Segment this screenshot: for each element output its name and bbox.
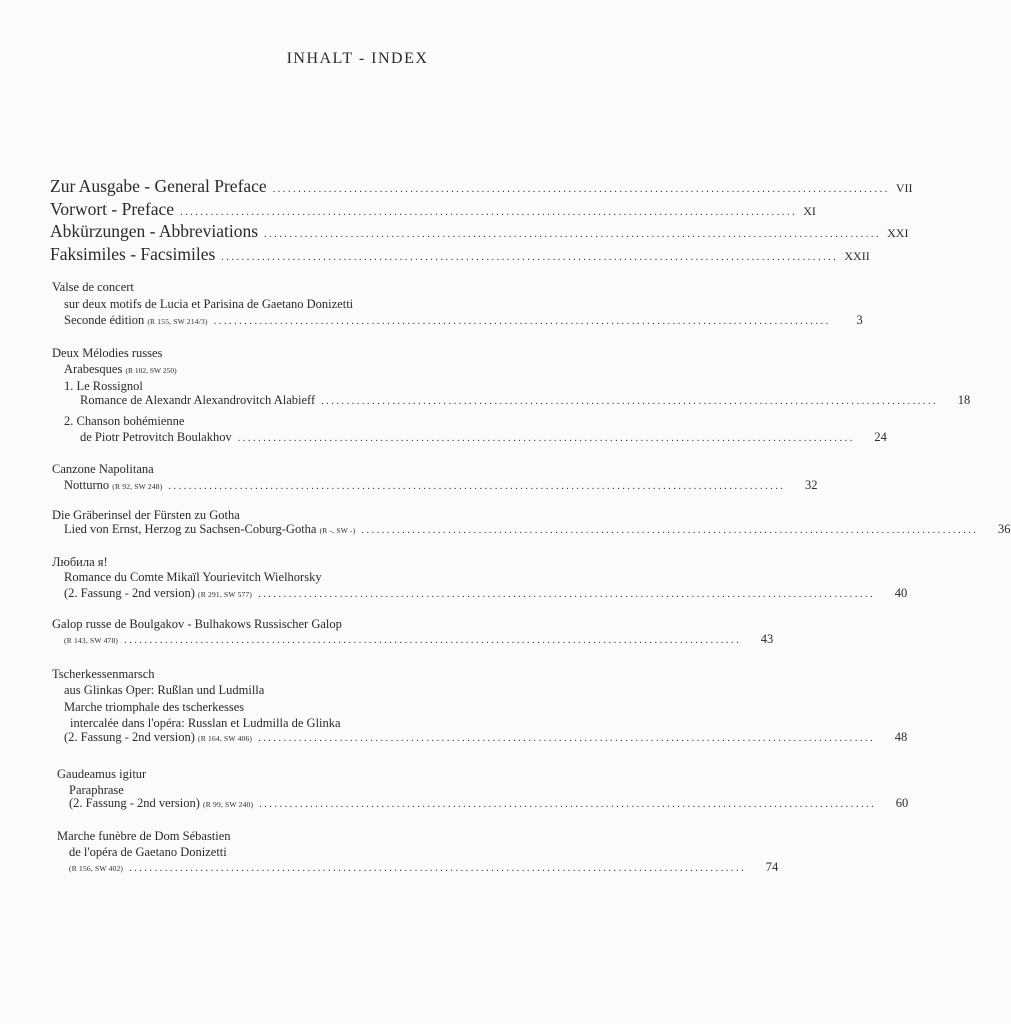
entry-title: Notturno [64, 478, 110, 492]
work-title-melodies: Deux Mélodies russes [52, 346, 163, 360]
page-title: INHALT - INDEX [286, 50, 429, 67]
work-subtitle: intercalée dans l'opéra: Russlan et Ludmilla de Glinka [70, 716, 341, 730]
toc-entry-valse [64, 313, 863, 328]
dot-leader: ......................................................................................................................... [258, 733, 876, 744]
catalogue-ref: (R 164, SW 406) [198, 734, 253, 743]
work-title-galop: Galop russe de Boulgakov - Bulhakows Russischer Galop [52, 617, 342, 631]
work-title-tscherkessen: Tscherkessenmarsch [52, 667, 155, 681]
toc-entry-preface [50, 199, 816, 220]
entry-page: 36 [998, 522, 1011, 536]
entry-page: 3 [856, 313, 863, 327]
entry-page: VII [895, 181, 913, 195]
entry-page: XXI [887, 226, 909, 240]
work-subtitle: Arabesques (R 102, SW 250) [64, 362, 177, 376]
entry-title: Romance de Alexandr Alexandrovitch Alabieff [80, 393, 316, 407]
catalogue-ref: (R 92, SW 248) [112, 482, 163, 491]
entry-title: (2. Fassung - 2nd version) [69, 796, 200, 810]
work-subtitle-fr: Marche triomphale des tscherkesses [64, 700, 245, 714]
toc-entry-facsimiles [50, 244, 870, 265]
dot-leader: ......................................................................................................................... [259, 799, 877, 810]
work-title-sebastien: Marche funèbre de Dom Sébastien [57, 829, 231, 843]
entry-page: 48 [894, 730, 908, 744]
dot-leader: ......................................................................................................................... [258, 589, 876, 600]
dot-leader: ......................................................................................................................... [361, 525, 979, 536]
dot-leader: ......................................................................................................................... [180, 207, 798, 218]
entry-page: 32 [805, 478, 818, 492]
toc-entry-sebastien [69, 860, 779, 875]
entry-page: 43 [760, 632, 774, 646]
work-subtitle: sur deux motifs de Lucia et Parisina de Gaetano Donizetti [64, 297, 354, 311]
catalogue-ref: (R 102, SW 250) [125, 366, 177, 375]
toc-entry-galop [64, 632, 774, 647]
catalogue-ref: (R 155, SW 214/3) [147, 317, 208, 326]
toc-entry-chanson [80, 430, 887, 445]
entry-title: Faksimiles - Facsimiles [50, 244, 216, 264]
work-title-valse: Valse de concert [52, 280, 134, 294]
work-title-liubila: Любила я! [52, 555, 108, 569]
work-title-graeberinsel: Die Gräberinsel der Fürsten zu Gotha [52, 508, 240, 522]
entry-page: 60 [895, 796, 909, 810]
entry-title: Lied von Ernst, Herzog zu Sachsen-Coburg-Gotha [64, 522, 317, 536]
item-title-chanson: 2. Chanson bohémienne [64, 414, 185, 428]
work-subtitle: Paraphrase [69, 783, 124, 797]
work-title-canzone: Canzone Napolitana [52, 462, 154, 476]
dot-leader: ......................................................................................................................... [129, 863, 747, 874]
toc-entry-canzone [64, 478, 818, 493]
catalogue-ref: (R -, SW -) [319, 526, 356, 535]
toc-entry-abbreviations [50, 221, 909, 242]
toc-entry-tscherkessen [64, 730, 908, 745]
work-subtitle: de l'opéra de Gaetano Donizetti [69, 845, 227, 859]
entry-title: (2. Fassung - 2nd version) [64, 586, 195, 600]
dot-leader: ......................................................................................................................... [221, 252, 839, 263]
catalogue-ref: (R 156, SW 402) [69, 864, 124, 873]
item-title-rossignol: 1. Le Rossignol [64, 379, 143, 393]
toc-entry-liubila [64, 586, 908, 601]
work-subtitle: Romance du Comte Mikaïl Yourievitch Wielhorsky [64, 570, 322, 584]
entry-title: de Piotr Petrovitch Boulakhov [80, 430, 232, 444]
dot-leader: ......................................................................................................................... [237, 433, 855, 444]
dot-leader: ......................................................................................................................... [213, 316, 831, 327]
work-title-gaudeamus: Gaudeamus igitur [57, 767, 147, 781]
work-subtitle: aus Glinkas Oper: Rußlan und Ludmilla [64, 683, 265, 697]
dot-leader: ......................................................................................................................... [124, 635, 742, 646]
entry-title: Abkürzungen - Abbreviations [50, 221, 259, 241]
toc-entry-rossignol [80, 393, 971, 408]
dot-leader: ......................................................................................................................... [321, 396, 939, 407]
entry-page: XXII [844, 249, 870, 263]
toc-entry-graeberinsel [64, 522, 1011, 537]
entry-page: 18 [957, 393, 971, 407]
entry-page: 40 [894, 586, 908, 600]
entry-page: 74 [765, 860, 779, 874]
catalogue-ref: (R 291, SW 577) [198, 590, 253, 599]
toc-entry-general-preface [50, 176, 913, 197]
catalogue-ref: (R 99, SW 240) [203, 800, 254, 809]
dot-leader: ......................................................................................................................... [264, 229, 882, 240]
catalogue-ref: (R 143, SW 478) [64, 636, 119, 645]
entry-title: Zur Ausgabe - General Preface [50, 176, 267, 196]
toc-entry-gaudeamus [69, 796, 909, 811]
entry-title: (2. Fassung - 2nd version) [64, 730, 195, 744]
entry-title: Vorwort - Preface [50, 199, 175, 219]
dot-leader: ......................................................................................................................... [168, 481, 786, 492]
dot-leader: ......................................................................................................................... [272, 184, 890, 195]
entry-page: 24 [874, 430, 887, 444]
entry-title: Seconde édition [64, 313, 145, 327]
entry-page: XI [803, 204, 816, 218]
